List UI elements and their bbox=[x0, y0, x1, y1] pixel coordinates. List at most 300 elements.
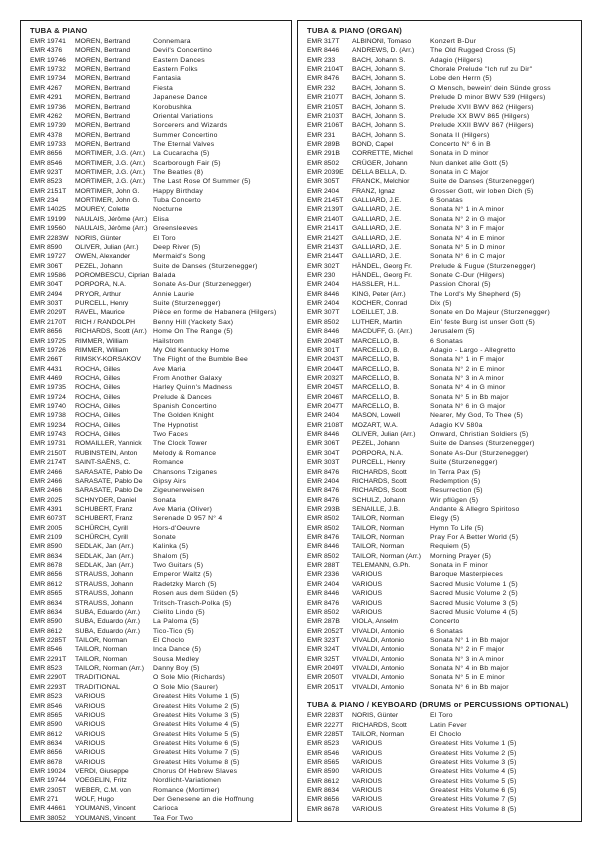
composer-name: VIVALDI, Antonio bbox=[352, 655, 405, 663]
emr-number: EMR 8656 bbox=[307, 796, 340, 804]
piece-title: Sonata N° 2 in G major bbox=[430, 215, 506, 223]
emr-number: EMR 2048T bbox=[307, 337, 344, 345]
table-row bbox=[30, 580, 287, 589]
emr-number: EMR 8590 bbox=[30, 243, 63, 251]
composer-name: PURCELL, Henry bbox=[75, 300, 129, 308]
emr-number: EMR 19740 bbox=[30, 403, 66, 411]
composer-name: ANDREWS, D. (Arr.) bbox=[352, 47, 415, 55]
piece-title: Passion Choral (5) bbox=[430, 281, 491, 289]
composer-name: VARIOUS bbox=[75, 758, 106, 766]
emr-number: EMR 2144T bbox=[307, 253, 344, 261]
composer-name: TELEMANN, G.Ph. bbox=[352, 562, 411, 570]
table-row bbox=[30, 196, 287, 205]
emr-number: EMR 2293T bbox=[30, 683, 67, 691]
table-row bbox=[30, 570, 287, 579]
table-row bbox=[30, 608, 287, 617]
emr-number: EMR 2143T bbox=[307, 243, 344, 251]
table-row bbox=[30, 103, 287, 112]
table-row bbox=[30, 327, 287, 336]
table-row bbox=[30, 168, 287, 177]
emr-number: EMR 19199 bbox=[30, 215, 66, 223]
emr-number: EMR 2150T bbox=[30, 449, 67, 457]
composer-name: VARIOUS bbox=[352, 580, 383, 588]
composer-name: RICHARDS, Scott bbox=[352, 721, 407, 729]
composer-name: MOREN, Bertrand bbox=[75, 103, 131, 111]
piece-title: The Eternal Valves bbox=[153, 140, 215, 148]
composer-name: MOREN, Bertrand bbox=[75, 84, 131, 92]
emr-number: EMR 317T bbox=[307, 38, 340, 45]
emr-number: EMR 2025 bbox=[30, 496, 63, 504]
piece-title: El Choclo bbox=[153, 637, 185, 644]
table-row bbox=[307, 149, 577, 158]
composer-name: TAILOR, Norman bbox=[352, 515, 404, 523]
composer-name: BACH, Johann S. bbox=[352, 75, 406, 83]
piece-title: Greatest Hits Volume 6 (5) bbox=[430, 787, 517, 795]
composer-name: VARIOUS bbox=[352, 768, 383, 776]
composer-name: SCHÜRCH, Cyrill bbox=[75, 534, 128, 542]
piece-title: Concerto bbox=[430, 618, 460, 626]
table-row bbox=[307, 449, 577, 458]
emr-number: EMR 230 bbox=[307, 271, 336, 279]
piece-title: Eastern Folks bbox=[153, 66, 198, 74]
emr-number: EMR 19727 bbox=[30, 253, 66, 261]
emr-number: EMR 2142T bbox=[307, 234, 344, 242]
composer-name: STRAUSS, Johann bbox=[75, 599, 134, 607]
emr-number: EMR 2404 bbox=[307, 477, 340, 485]
composer-name: MARCELLO, B. bbox=[352, 384, 400, 392]
emr-number: EMR 2466 bbox=[30, 487, 63, 495]
piece-title: Oriental Variations bbox=[153, 112, 214, 120]
emr-number: EMR 6073T bbox=[30, 515, 67, 523]
table-row bbox=[30, 252, 287, 261]
piece-title: Hailstrom bbox=[153, 337, 184, 345]
table-row bbox=[307, 683, 577, 692]
piece-title: Scarborough Fair (5) bbox=[153, 159, 221, 167]
composer-name: BOND, Capel bbox=[352, 140, 394, 148]
composer-name: VARIOUS bbox=[352, 740, 383, 748]
piece-title: Greatest Hits Volume 4 (5) bbox=[153, 721, 240, 729]
piece-title: From Another Galaxy bbox=[153, 374, 222, 382]
piece-title: Greatest Hits Volume 7 (5) bbox=[153, 749, 240, 757]
composer-name: VIVALDI, Antonio bbox=[352, 665, 405, 673]
table-row bbox=[307, 224, 577, 233]
table-row bbox=[307, 458, 577, 467]
piece-title: Tico-Tico (5) bbox=[153, 627, 194, 635]
table-row bbox=[307, 673, 577, 682]
emr-number: EMR 8546 bbox=[30, 159, 63, 167]
composer-name: ALBINONI, Tomaso bbox=[352, 38, 412, 45]
composer-name: NORIS, Günter bbox=[75, 234, 122, 242]
composer-name: VIVALDI, Antonio bbox=[352, 674, 405, 682]
table-row bbox=[30, 786, 287, 795]
piece-title: Jerusalem (5) bbox=[430, 328, 475, 336]
emr-number: EMR 8590 bbox=[307, 768, 340, 776]
emr-number: EMR 2049T bbox=[307, 665, 344, 673]
table-row bbox=[307, 131, 577, 140]
emr-number: EMR 19725 bbox=[30, 337, 66, 345]
table-row bbox=[30, 215, 287, 224]
emr-number: EMR 2139T bbox=[307, 206, 344, 214]
piece-title: Sonata N° 4 in Bb major bbox=[430, 665, 509, 673]
composer-name: MOREN, Bertrand bbox=[75, 38, 131, 45]
piece-title: Latin Fever bbox=[430, 721, 467, 729]
table-row bbox=[307, 505, 577, 514]
emr-number: EMR 2105T bbox=[307, 103, 344, 111]
composer-name: HASSLER, H.L. bbox=[352, 281, 400, 289]
piece-title: Greatest Hits Volume 1 (5) bbox=[430, 740, 517, 748]
table-row bbox=[30, 627, 287, 636]
piece-title: Greatest Hits Volume 4 (5) bbox=[430, 768, 517, 776]
piece-title: Der Genesene an die Hoffnung bbox=[153, 796, 254, 804]
piece-title: My Old Kentucky Home bbox=[153, 346, 230, 354]
table-row bbox=[30, 365, 287, 374]
piece-title: Onward, Christian Soldiers (5) bbox=[430, 431, 529, 439]
emr-number: EMR 2404 bbox=[307, 580, 340, 588]
piece-title: Elisa bbox=[153, 215, 169, 223]
composer-name: PRYOR, Arthur bbox=[75, 290, 121, 298]
composer-name: ROCHA, Gilles bbox=[75, 365, 121, 373]
composer-name: MASON, Lowell bbox=[352, 412, 400, 420]
piece-title: El Choclo bbox=[430, 730, 462, 738]
composer-name: TRADITIONAL bbox=[75, 683, 120, 691]
catalog-rows-tuba-piano bbox=[30, 37, 287, 822]
table-row bbox=[307, 393, 577, 402]
table-row bbox=[30, 477, 287, 486]
table-row bbox=[30, 149, 287, 158]
table-row bbox=[30, 430, 287, 439]
emr-number: EMR 19738 bbox=[30, 412, 66, 420]
emr-number: EMR 4378 bbox=[30, 131, 63, 139]
table-row bbox=[307, 524, 577, 533]
table-row bbox=[30, 636, 287, 645]
composer-name: MORTIMER, J.G. (Arr.) bbox=[75, 150, 146, 158]
table-row bbox=[307, 168, 577, 177]
composer-name: VIVALDI, Antonio bbox=[352, 683, 405, 691]
emr-number: EMR 232 bbox=[307, 84, 336, 92]
emr-number: EMR 324T bbox=[307, 646, 340, 654]
section-divider-gap bbox=[307, 692, 577, 699]
piece-title: Sonata N° 5 in E minor bbox=[430, 674, 505, 682]
piece-title: Sonata in D minor bbox=[430, 150, 489, 158]
composer-name: TAILOR, Norman bbox=[75, 637, 127, 644]
composer-name: CRÜGER, Johann bbox=[352, 159, 408, 167]
emr-number: EMR 2107T bbox=[307, 94, 344, 102]
table-row bbox=[30, 177, 287, 186]
emr-number: EMR 19586 bbox=[30, 271, 66, 279]
composer-name: VARIOUS bbox=[352, 796, 383, 804]
emr-number: EMR 4391 bbox=[30, 505, 63, 513]
composer-name: BACH, Johann S. bbox=[352, 84, 406, 92]
composer-name: ROCHA, Gilles bbox=[75, 374, 121, 382]
piece-title: Tuba Concerto bbox=[153, 197, 201, 205]
section-title: TUBA & PIANO / KEYBOARD (DRUMS or PERCUSSIONS OPTIONAL) bbox=[307, 700, 569, 710]
table-row bbox=[307, 496, 577, 505]
table-row bbox=[307, 365, 577, 374]
table-row bbox=[30, 56, 287, 65]
piece-title: Pray For A Better World (5) bbox=[430, 534, 519, 542]
emr-number: EMR 271 bbox=[30, 796, 59, 804]
emr-number: EMR 266T bbox=[30, 356, 63, 364]
table-row bbox=[30, 234, 287, 243]
table-row bbox=[30, 561, 287, 570]
table-row bbox=[30, 337, 287, 346]
table-row bbox=[307, 655, 577, 664]
table-row bbox=[307, 327, 577, 336]
table-row bbox=[30, 262, 287, 271]
piece-title: Sonata N° 6 in G major bbox=[430, 403, 506, 411]
composer-name: TRADITIONAL bbox=[75, 674, 120, 682]
emr-number: EMR 289B bbox=[307, 140, 340, 148]
piece-title: Home On The Range (5) bbox=[153, 328, 233, 336]
piece-title: Harley Quinn's Madness bbox=[153, 384, 233, 392]
table-row bbox=[307, 271, 577, 280]
piece-title: Balada bbox=[153, 271, 176, 279]
piece-title: Ein' feste Burg ist unser Gott (5) bbox=[430, 318, 535, 326]
emr-number: EMR 288T bbox=[307, 562, 340, 570]
piece-title: Sonata in C Major bbox=[430, 169, 489, 177]
composer-name: ROCHA, Gilles bbox=[75, 393, 121, 401]
table-row bbox=[30, 683, 287, 692]
emr-number: EMR 2109 bbox=[30, 534, 63, 542]
composer-name: RIMMER, William bbox=[75, 337, 129, 345]
catalog-box-tuba-piano-organ-and-keyboard bbox=[297, 20, 582, 822]
composer-name: TAILOR, Norman bbox=[75, 655, 127, 663]
table-row bbox=[30, 290, 287, 299]
piece-title: Tea For Two bbox=[153, 814, 194, 822]
composer-name: SEDLAK, Jan (Arr.) bbox=[75, 562, 134, 570]
table-row bbox=[307, 468, 577, 477]
piece-title: Sonata N° 3 in F major bbox=[430, 225, 505, 233]
emr-number: EMR 19734 bbox=[30, 75, 66, 83]
composer-name: VARIOUS bbox=[352, 608, 383, 616]
piece-title: Two Faces bbox=[153, 431, 189, 439]
emr-number: EMR 2103T bbox=[307, 112, 344, 120]
table-row bbox=[30, 308, 287, 317]
piece-title: Deep River (5) bbox=[153, 243, 201, 251]
composer-name: STRAUSS, Johann bbox=[75, 571, 134, 579]
piece-title: Sonata N° 6 in C major bbox=[430, 253, 506, 261]
piece-title: 6 Sonatas bbox=[430, 627, 463, 635]
emr-number: EMR 8590 bbox=[30, 721, 63, 729]
composer-name: OLIVER, Julian (Arr.) bbox=[75, 243, 139, 251]
emr-number: EMR 2045T bbox=[307, 384, 344, 392]
composer-name: OWEN, Alexander bbox=[75, 253, 131, 261]
composer-name: BACH, Johann S. bbox=[352, 66, 406, 74]
emr-number: EMR 2052T bbox=[307, 627, 344, 635]
composer-name: POROMBESCU, Ciprian bbox=[75, 271, 150, 279]
piece-title: Concerto N° 6 in B bbox=[430, 140, 491, 148]
table-row bbox=[307, 721, 577, 730]
piece-title: Sacred Music Volume 4 (5) bbox=[430, 608, 518, 616]
emr-number: EMR 8446 bbox=[307, 47, 340, 55]
piece-title: Sousa Medley bbox=[153, 655, 200, 663]
table-row bbox=[30, 664, 287, 673]
composer-name: KOCHER, Conrad bbox=[352, 300, 408, 308]
piece-title: Adagio KV 580a bbox=[430, 421, 483, 429]
piece-title: Sonata N° 4 in E minor bbox=[430, 234, 505, 242]
table-row bbox=[307, 486, 577, 495]
piece-title: Greatest Hits Volume 7 (5) bbox=[430, 796, 517, 804]
table-row bbox=[30, 795, 287, 804]
composer-name: CORRETTE, Michel bbox=[352, 150, 413, 158]
composer-name: BACH, Johann S. bbox=[352, 94, 406, 102]
piece-title: Andante & Allegro Spiritoso bbox=[430, 505, 520, 513]
emr-number: EMR 8476 bbox=[307, 599, 340, 607]
piece-title: Adagio - Largo - Allegretto bbox=[430, 346, 516, 354]
emr-number: EMR 8590 bbox=[30, 618, 63, 626]
piece-title: Sonata bbox=[153, 496, 177, 504]
table-row bbox=[30, 776, 287, 785]
emr-number: EMR 2290T bbox=[30, 674, 67, 682]
emr-number: EMR 8523 bbox=[30, 178, 63, 186]
composer-name: TAILOR, Norman bbox=[352, 543, 404, 551]
table-row bbox=[30, 524, 287, 533]
composer-name: SCHULZ, Johann bbox=[352, 496, 406, 504]
piece-title: Prelude XX BWV 865 (Hilgers) bbox=[430, 112, 530, 120]
table-row bbox=[307, 103, 577, 112]
emr-number: EMR 19735 bbox=[30, 384, 66, 392]
emr-number: EMR 2047T bbox=[307, 403, 344, 411]
table-row bbox=[307, 177, 577, 186]
emr-number: EMR 2170T bbox=[30, 318, 67, 326]
emr-number: EMR 2404 bbox=[307, 300, 340, 308]
piece-title: Dix (5) bbox=[430, 300, 452, 308]
table-row bbox=[30, 393, 287, 402]
piece-title: O Mensch, bewein' dein Sünde gross bbox=[430, 84, 551, 92]
table-row bbox=[30, 645, 287, 654]
emr-number: EMR 19736 bbox=[30, 103, 66, 111]
composer-name: MOREN, Bertrand bbox=[75, 66, 131, 74]
table-row bbox=[30, 514, 287, 523]
table-row bbox=[307, 664, 577, 673]
emr-number: EMR 2108T bbox=[307, 421, 344, 429]
table-row bbox=[30, 804, 287, 813]
piece-title: Sonate bbox=[153, 534, 177, 542]
composer-name: PEZEL, Johann bbox=[352, 440, 400, 448]
emr-number: EMR 2145T bbox=[307, 197, 344, 205]
emr-number: EMR 323T bbox=[307, 637, 340, 644]
piece-title: Hors-d'Oeuvre bbox=[153, 524, 201, 532]
piece-title: 6 Sonatas bbox=[430, 197, 463, 205]
piece-title: El Toro bbox=[153, 234, 176, 242]
composer-name: ROCHA, Gilles bbox=[75, 412, 121, 420]
emr-number: EMR 305T bbox=[307, 178, 340, 186]
composer-name: SCHUBERT, Franz bbox=[75, 515, 133, 523]
composer-name: ROCHA, Gilles bbox=[75, 431, 121, 439]
composer-name: FRANCK, Melchior bbox=[352, 178, 410, 186]
piece-title: Fiesta bbox=[153, 84, 174, 92]
emr-number: EMR 231 bbox=[307, 131, 336, 139]
piece-title: Greatest Hits Volume 3 (5) bbox=[430, 758, 517, 766]
composer-name: SUBA, Eduardo (Arr.) bbox=[75, 608, 140, 616]
piece-title: Greatest Hits Volume 8 (5) bbox=[153, 758, 240, 766]
composer-name: RICH / RANDOLPH bbox=[75, 318, 136, 326]
emr-number: EMR 8523 bbox=[30, 665, 63, 673]
composer-name: VARIOUS bbox=[75, 711, 106, 719]
composer-name: MOZART, W.A. bbox=[352, 421, 398, 429]
composer-name: HÄNDEL, Georg Fr. bbox=[352, 262, 413, 270]
composer-name: SCHÜRCH, Cyrill bbox=[75, 524, 128, 532]
table-row bbox=[307, 56, 577, 65]
catalog-rows-tuba-piano-organ bbox=[307, 37, 577, 692]
table-row bbox=[30, 159, 287, 168]
emr-number: EMR 8476 bbox=[307, 487, 340, 495]
emr-number: EMR 8476 bbox=[307, 496, 340, 504]
composer-name: VARIOUS bbox=[352, 787, 383, 795]
piece-title: O Sole Mio (Richards) bbox=[153, 674, 226, 682]
emr-number: EMR 8634 bbox=[30, 739, 63, 747]
piece-title: Greatest Hits Volume 2 (5) bbox=[430, 749, 517, 757]
composer-name: VARIOUS bbox=[352, 805, 383, 813]
piece-title: Spanish Concertino bbox=[153, 403, 217, 411]
emr-number: EMR 2106T bbox=[307, 122, 344, 130]
emr-number: EMR 8678 bbox=[30, 562, 63, 570]
piece-title: Suite (Sturzenegger) bbox=[430, 459, 498, 467]
table-row bbox=[307, 383, 577, 392]
table-row bbox=[307, 243, 577, 252]
piece-title: Radetzky March (5) bbox=[153, 580, 217, 588]
emr-number: EMR 2336 bbox=[307, 571, 340, 579]
composer-name: MACDUFF, G. (Arr.) bbox=[352, 328, 413, 336]
composer-name: VARIOUS bbox=[75, 730, 106, 738]
piece-title: Summer Concertino bbox=[153, 131, 218, 139]
table-row bbox=[30, 533, 287, 542]
emr-number: EMR 2141T bbox=[307, 225, 344, 233]
emr-number: EMR 2466 bbox=[30, 468, 63, 476]
emr-number: EMR 8446 bbox=[307, 290, 340, 298]
emr-number: EMR 19744 bbox=[30, 777, 66, 785]
piece-title: Romance (Mortimer) bbox=[153, 786, 220, 794]
piece-title: Prelude XXII BWV 867 (Hilgers) bbox=[430, 122, 534, 130]
composer-name: MARCELLO, B. bbox=[352, 374, 400, 382]
piece-title: Greatest Hits Volume 5 (5) bbox=[153, 730, 240, 738]
composer-name: GALLIARD, J.E. bbox=[352, 215, 402, 223]
table-row bbox=[307, 337, 577, 346]
table-row bbox=[307, 786, 577, 795]
composer-name: BACH, Johann S. bbox=[352, 122, 406, 130]
emr-number: EMR 8565 bbox=[307, 758, 340, 766]
table-row bbox=[30, 589, 287, 598]
emr-number: EMR 2305T bbox=[30, 786, 67, 794]
piece-title: Japanese Dance bbox=[153, 94, 208, 102]
table-row bbox=[307, 65, 577, 74]
piece-title: Cielito Lindo (5) bbox=[153, 608, 205, 616]
emr-number: EMR 8634 bbox=[307, 787, 340, 795]
emr-number: EMR 304T bbox=[307, 449, 340, 457]
table-row bbox=[307, 542, 577, 551]
piece-title: Baroque Masterpieces bbox=[430, 571, 504, 579]
composer-name: MOREN, Bertrand bbox=[75, 131, 131, 139]
composer-name: VARIOUS bbox=[75, 702, 106, 710]
piece-title: Sonata N° 3 in A minor bbox=[430, 655, 504, 663]
piece-title: Sonata N° 6 in Bb major bbox=[430, 683, 509, 691]
emr-number: EMR 287B bbox=[307, 618, 340, 626]
emr-number: EMR 8502 bbox=[307, 608, 340, 616]
emr-number: EMR 8634 bbox=[30, 599, 63, 607]
composer-name: SAINT-SAËNS, C. bbox=[75, 459, 131, 467]
emr-number: EMR 2404 bbox=[307, 281, 340, 289]
table-row bbox=[30, 702, 287, 711]
emr-number: EMR 44661 bbox=[30, 805, 66, 813]
piece-title: Elegy (5) bbox=[430, 515, 460, 523]
piece-title: Sonata II (Hilgers) bbox=[430, 131, 490, 139]
composer-name: MOREN, Bertrand bbox=[75, 122, 131, 130]
emr-number: EMR 2174T bbox=[30, 459, 67, 467]
emr-number: EMR 8446 bbox=[307, 328, 340, 336]
table-row bbox=[307, 318, 577, 327]
table-row bbox=[307, 533, 577, 542]
emr-number: EMR 8612 bbox=[30, 580, 63, 588]
